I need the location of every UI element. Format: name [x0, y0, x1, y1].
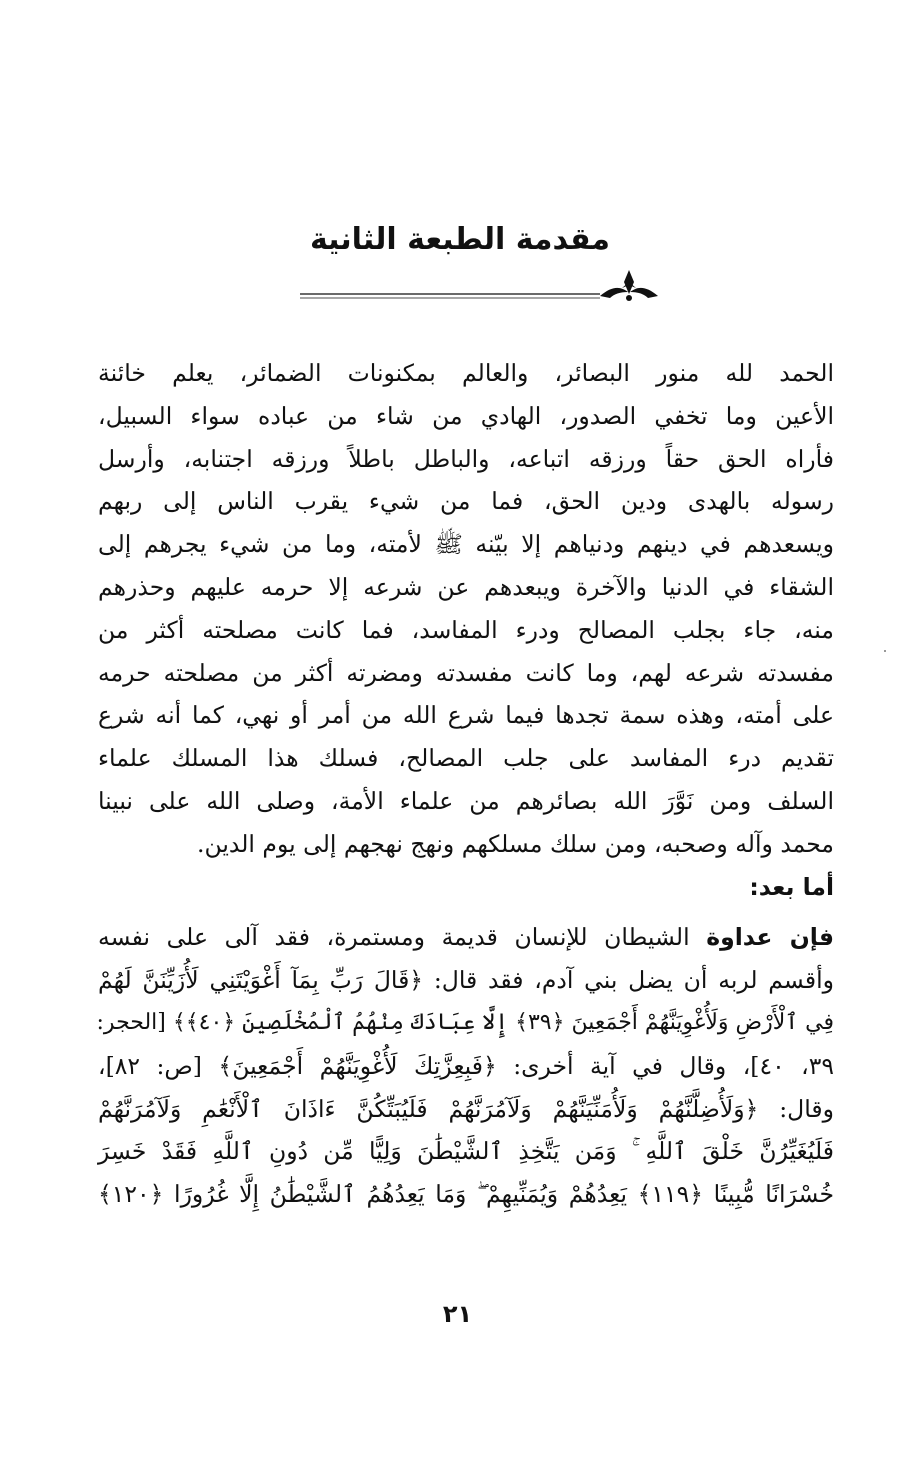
body-text: [98, 352, 834, 1216]
text-line: تقديم درء المفاسد على جلب المصالح، فسلك هذا المسلك علماء: [98, 744, 834, 773]
title-underline-ornament: [300, 268, 660, 304]
text-line: ٣٩، ٤٠]، وقال في آية أخرى: ﴿فَبِعِزَّتِكَ لَأُغْوِيَنَّهُمْ أَجْمَعِينَ﴾ [ص: ٨٢]،: [98, 1051, 834, 1080]
amma-bad-heading: أما بعد:: [749, 872, 834, 901]
text-line: مفسدته شرعه لهم، وما كانت مفسدته ومضرته أكثر من مصلحته حرمه: [98, 658, 834, 687]
text-span: الشيطان للإنسان قديمة ومستمرة، فقد آلى على نفسه: [98, 923, 690, 952]
text-line: ويسعدهم في دينهم ودنياهم إلا بيّنه ﷺ لأمته، وما من شيء يجرهم إلى: [98, 530, 834, 559]
quran-verse-line: خُسْرَانًا مُّبِينًا ﴿١١٩﴾ يَعِدُهُمْ وَيُمَنِّيهِمْ ۖ وَمَا يَعِدُهُمُ ٱلشَّيْطَٰنُ إِلَّا غُرُورًا ﴿١٢٠﴾: [98, 1180, 834, 1209]
text-line: الحمد لله منور البصائر، والعالم بمكنونات الضمائر، يعلم خائنة: [98, 359, 834, 387]
spacer: [98, 908, 834, 916]
text-line: الشقاء في الدنيا والآخرة ويبعدهم عن شرعه إلا حرمه عليهم وحذرهم: [98, 572, 834, 601]
text-line: السلف ومن نَوَّرَ الله بصائرهم من علماء الأمة، وصلى الله على نبينا: [98, 786, 834, 815]
text-line: على أمته، وهذه سمة تجدها فيما شرع الله من أمر أو نهي، كما أنه شرع: [98, 701, 834, 730]
text-line: منه، جاء بجلب المصالح ودرء المفاسد، فما كانت مصلحته أكثر من: [98, 615, 834, 644]
text-line: محمد وآله وصحبه، ومن سلك مسلكهم ونهج نهجهم إلى يوم الدين.: [197, 829, 834, 858]
text-line: الأعين وما تخفي الصدور، الهادي من شاء من عباده سواء السبيل،: [98, 401, 834, 430]
quran-verse-line: فِي ٱلْأَرْضِ وَلَأُغْوِيَنَّهُمْ أَجْمَعِينَ ﴿٣٩﴾ إِلَّا عِبَادَكَ مِنْهُمُ ٱلْمُخْلَصِينَ ﴿٤٠﴾﴾ [الحجر:: [96, 1009, 834, 1035]
page-number: ٢١: [442, 1300, 473, 1328]
bold-lead-text: فإن عداوة: [706, 923, 834, 952]
quran-verse-line: فَلَيُغَيِّرُنَّ خَلْقَ ٱللَّهِ ۚ وَمَن يَتَّخِذِ ٱلشَّيْطَٰنَ وَلِيًّا مِّن دُونِ ٱللَّهِ فَقَدْ خَسِرَ: [98, 1137, 834, 1166]
text-line: فأراه الحق حقاً ورزقه اتباعه، والباطل باطلاً ورزقه اجتنابه، وأرسل: [98, 444, 834, 473]
text-line: وأقسم لربه أن يضل بني آدم، فقد قال: ﴿قَالَ رَبِّ بِمَآ أَغْوَيْتَنِي لَأُزَيِّنَنَّ لَهُمْ: [98, 966, 834, 995]
text-line: رسوله بالهدى ودين الحق، فما من شيء يقرب الناس إلى ربهم: [98, 487, 834, 516]
margin-mark: [884, 650, 886, 652]
section-title: مقدمة الطبعة الثانية: [309, 222, 610, 257]
quran-verse-line: وقال: ﴿وَلَأُضِلَّنَّهُمْ وَلَأُمَنِّيَنَّهُمْ وَلَآمُرَنَّهُمْ فَلَيُبَتِّكُنَّ ءَاذَانَ ٱلْأَنْعَٰمِ وَلَآمُرَنَّهُمْ: [98, 1094, 834, 1123]
text-line-lead: [98, 916, 834, 959]
